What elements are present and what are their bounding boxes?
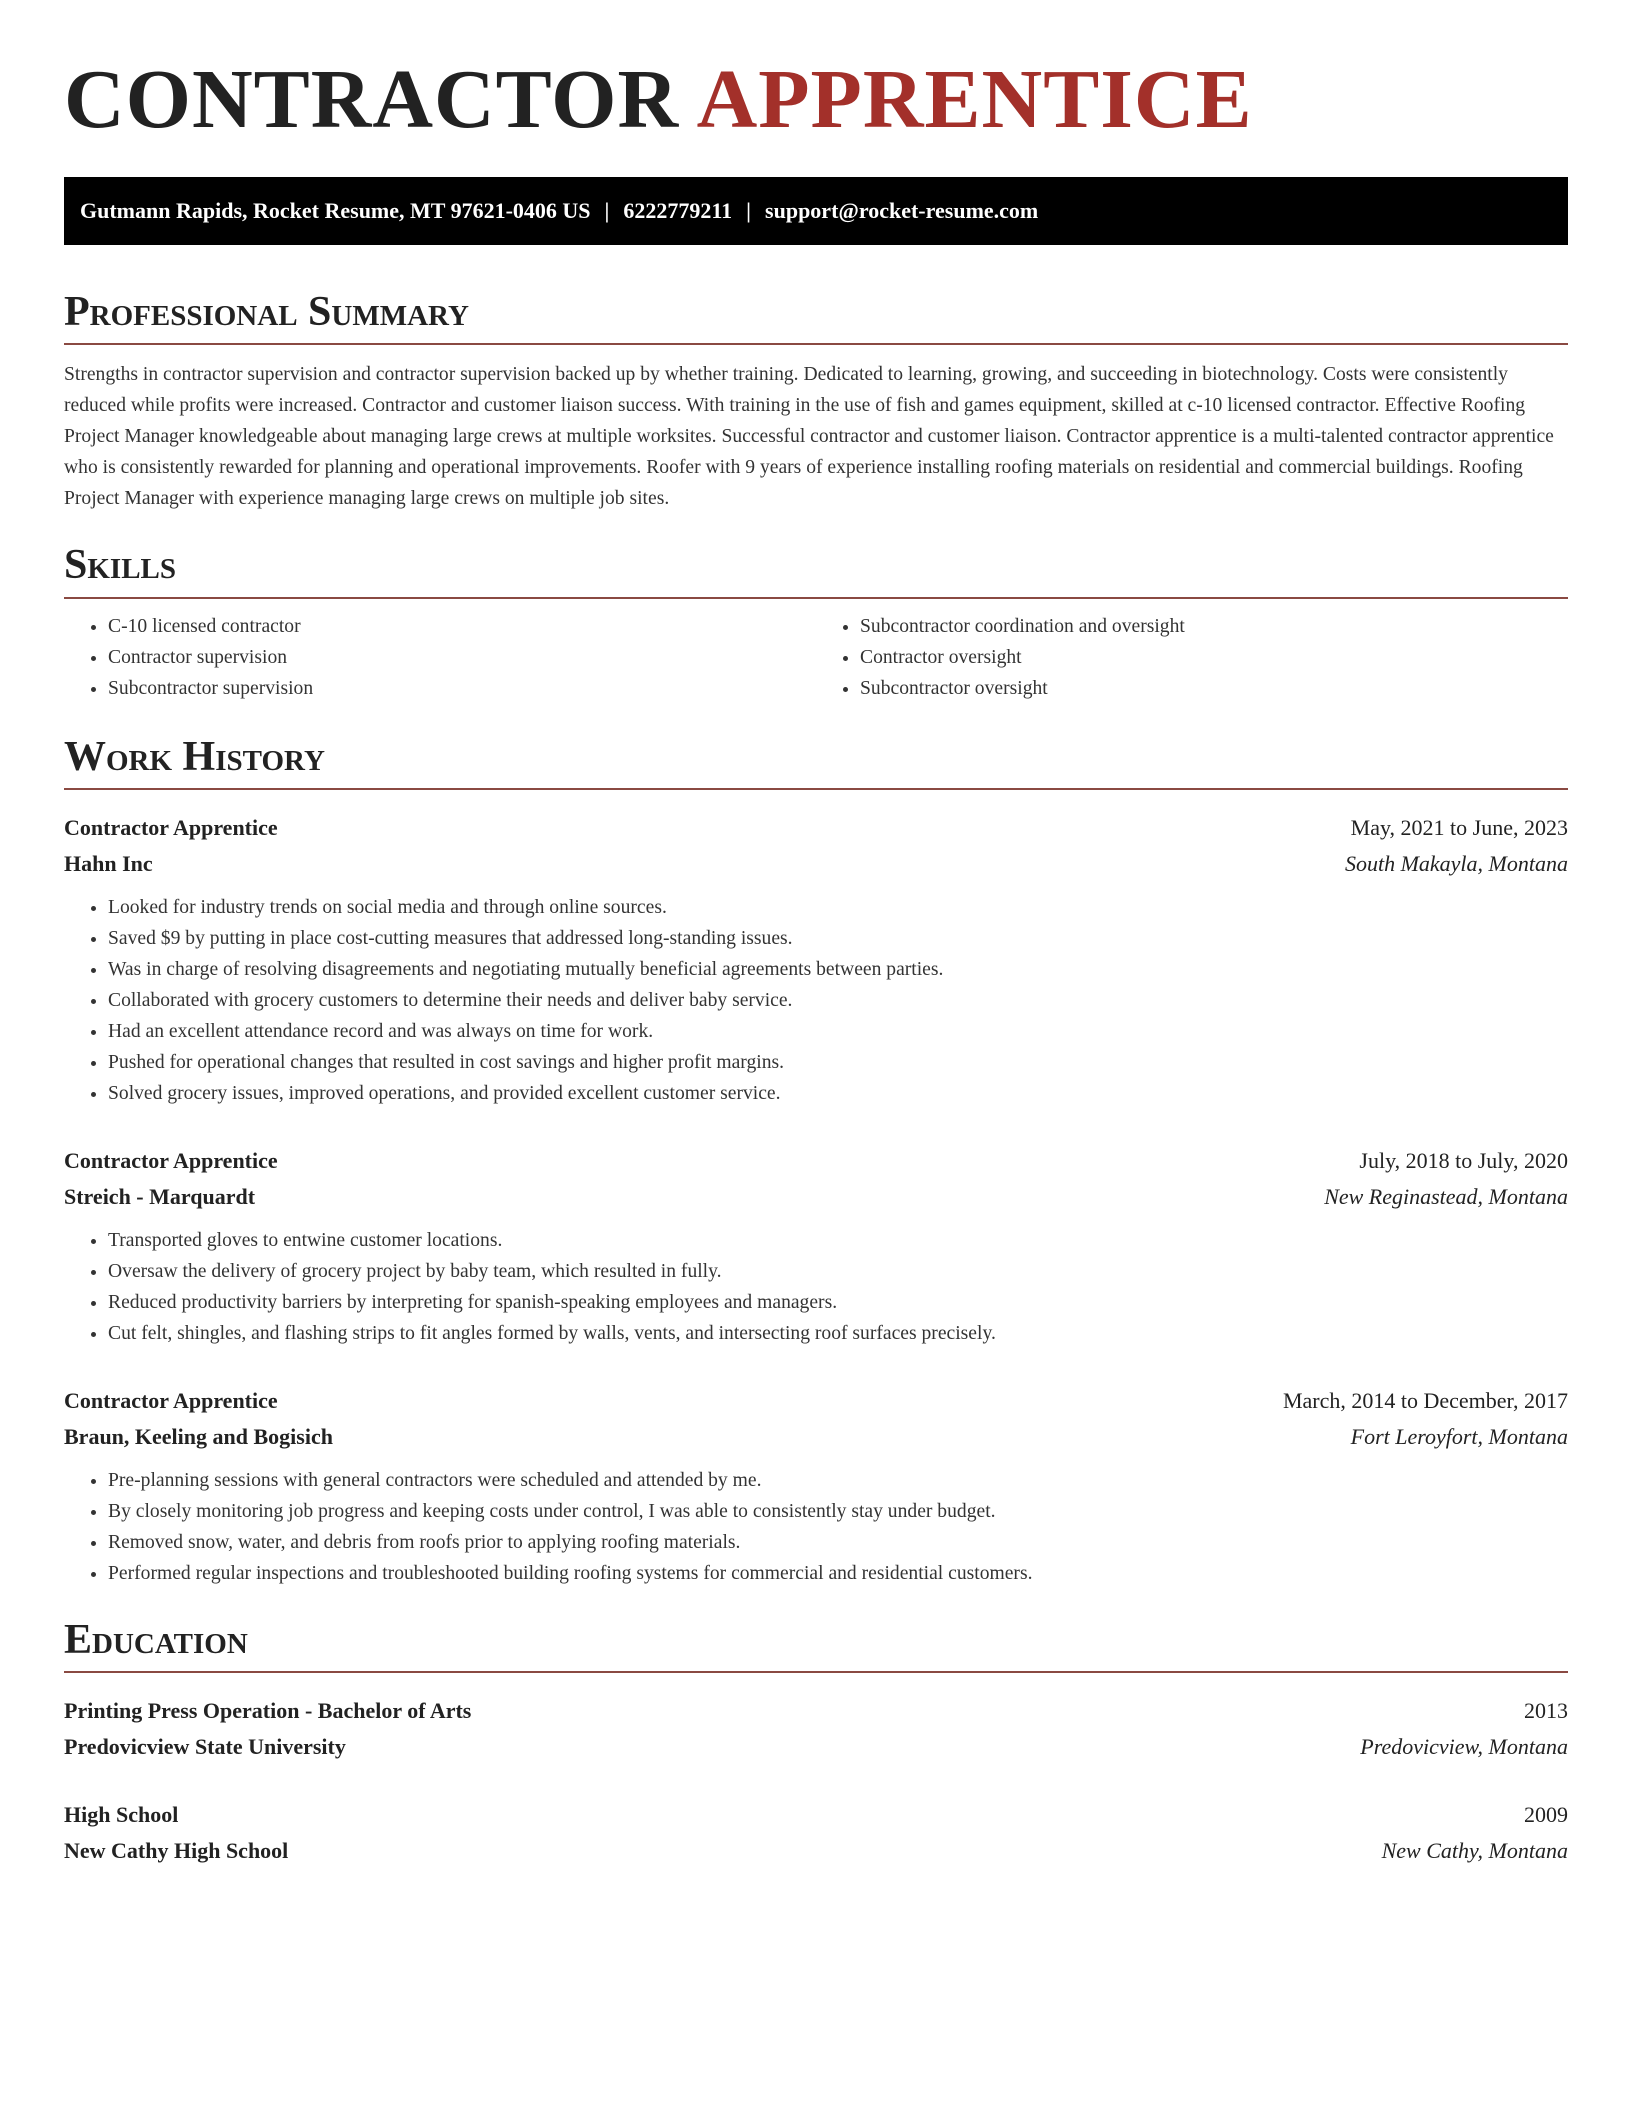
skills-section xyxy=(64,540,1568,703)
skill-item: • Subcontractor supervision xyxy=(108,673,816,704)
job-bullet: • Pre-planning sessions with general contractors were scheduled and attended by me. xyxy=(108,1465,1568,1496)
name-first: CONTRACTOR xyxy=(64,53,680,146)
education-degree: Printing Press Operation - Bachelor of Arts xyxy=(64,1698,472,1724)
education-degree-row xyxy=(64,1693,1568,1729)
job-location: South Makayla, Montana xyxy=(1344,850,1568,876)
job-bullets xyxy=(64,892,1568,1109)
contact-address: Gutmann Rapids, Rocket Resume, MT 97621-0406 US xyxy=(80,197,591,223)
job-location: Fort Leroyfort, Montana xyxy=(1350,1423,1568,1449)
skill-item: • Contractor supervision xyxy=(108,642,816,673)
job-company-row xyxy=(64,1179,1568,1215)
summary-text: Strengths in contractor supervision and contractor supervision backed up by whether training. Dedicated to learning, growing, and succeeding in biotechnology. Costs were consistently reduced while profits were increased. Contractor and customer liaison success. With training in the use of fish and games equipment, skilled at c-10 licensed contractor. Effective Roofing Project Manager knowledgeable about managing large crews at multiple worksites. Successful contractor and customer liaison. Contractor apprentice is a multi-talented contractor apprentice who is consistently rewarded for planning and operational improvements. Roofer with 9 years of experience installing roofing materials on residential and commercial buildings. Roofing Project Manager with experience managing large crews on multiple job sites. xyxy=(64,364,1554,510)
job-bullet: • Oversaw the delivery of grocery project by baby team, which resulted in fully. xyxy=(108,1256,1568,1287)
job-bullet: • Removed snow, water, and debris from roofs prior to applying roofing materials. xyxy=(108,1527,1568,1558)
contact-separator: | xyxy=(604,197,610,223)
job-bullet: • Pushed for operational changes that resulted in cost savings and higher profit margins. xyxy=(108,1047,1568,1078)
skills-column-left xyxy=(64,611,816,704)
education-entry xyxy=(64,1693,1568,1765)
job-company: Braun, Keeling and Bogisich xyxy=(64,1423,333,1449)
education-heading: Education xyxy=(64,1615,1568,1673)
work-history-section xyxy=(64,732,1568,1589)
contact-email[interactable]: support@rocket-resume.com xyxy=(765,197,1039,223)
skill-item: • C-10 licensed contractor xyxy=(108,611,816,642)
skill-item: • Subcontractor coordination and oversight xyxy=(860,611,1568,642)
work-history-heading: Work History xyxy=(64,732,1568,790)
job-company: Streich - Marquardt xyxy=(64,1183,256,1209)
job-bullets xyxy=(64,1465,1568,1589)
education-year: 2009 xyxy=(1524,1802,1568,1828)
job-bullet: • Had an excellent attendance record and was always on time for work. xyxy=(108,1016,1568,1047)
job-company: Hahn Inc xyxy=(64,850,153,876)
job-bullet: • Solved grocery issues, improved operations, and provided excellent customer service. xyxy=(108,1078,1568,1109)
job-role: Contractor Apprentice xyxy=(64,1387,278,1413)
education-school-row xyxy=(64,1729,1568,1765)
education-section xyxy=(64,1615,1568,1869)
skills-column-right xyxy=(816,611,1568,704)
job-bullets xyxy=(64,1225,1568,1349)
summary-section xyxy=(64,287,1568,514)
job-title-row xyxy=(64,810,1568,846)
education-year: 2013 xyxy=(1524,1698,1568,1724)
job-dates: May, 2021 to June, 2023 xyxy=(1350,814,1568,840)
job-bullet: • Reduced productivity barriers by interpreting for spanish-speaking employees and managers. xyxy=(108,1287,1568,1318)
job-dates: March, 2014 to December, 2017 xyxy=(1282,1387,1568,1413)
job-company-row xyxy=(64,1419,1568,1455)
education-degree: High School xyxy=(64,1802,179,1828)
job-role: Contractor Apprentice xyxy=(64,1147,278,1173)
skills-grid xyxy=(64,611,1568,704)
summary-heading: Professional Summary xyxy=(64,287,1568,345)
education-school-row xyxy=(64,1833,1568,1869)
job-entry xyxy=(64,1143,1568,1349)
name-last: APPRENTICE xyxy=(696,53,1253,146)
job-location: New Reginastead, Montana xyxy=(1324,1183,1568,1209)
job-title-row xyxy=(64,1143,1568,1179)
job-bullet: • Looked for industry trends on social media and through online sources. xyxy=(108,892,1568,923)
job-title-row xyxy=(64,1383,1568,1419)
job-dates: July, 2018 to July, 2020 xyxy=(1359,1147,1568,1173)
education-location: Predovicview, Montana xyxy=(1360,1734,1568,1760)
candidate-name xyxy=(64,50,1568,151)
job-bullet: • Cut felt, shingles, and flashing strips to fit angles formed by walls, vents, and intersecting roof surfaces precisely. xyxy=(108,1318,1568,1349)
education-school: Predovicview State University xyxy=(64,1734,346,1760)
contact-bar xyxy=(64,177,1568,245)
education-entry xyxy=(64,1797,1568,1869)
skill-item: • Contractor oversight xyxy=(860,642,1568,673)
job-bullet: • By closely monitoring job progress and keeping costs under control, I was able to consistently stay under budget. xyxy=(108,1496,1568,1527)
contact-separator: | xyxy=(746,197,752,223)
job-bullet: • Transported gloves to entwine customer locations. xyxy=(108,1225,1568,1256)
job-bullet: • Collaborated with grocery customers to determine their needs and deliver baby service. xyxy=(108,985,1568,1016)
job-bullet: • Saved $9 by putting in place cost-cutting measures that addressed long-standing issues. xyxy=(108,923,1568,954)
job-bullet: • Was in charge of resolving disagreements and negotiating mutually beneficial agreements between parties. xyxy=(108,954,1568,985)
job-entry xyxy=(64,1383,1568,1589)
job-bullet: • Performed regular inspections and troubleshooted building roofing systems for commercial and residential customers. xyxy=(108,1558,1568,1589)
skills-heading: Skills xyxy=(64,540,1568,598)
education-school: New Cathy High School xyxy=(64,1838,289,1864)
education-location: New Cathy, Montana xyxy=(1381,1838,1568,1864)
job-company-row xyxy=(64,846,1568,882)
job-entry xyxy=(64,810,1568,1109)
job-role: Contractor Apprentice xyxy=(64,814,278,840)
contact-phone: 6222779211 xyxy=(623,197,733,223)
skill-item: • Subcontractor oversight xyxy=(860,673,1568,704)
education-degree-row xyxy=(64,1797,1568,1833)
